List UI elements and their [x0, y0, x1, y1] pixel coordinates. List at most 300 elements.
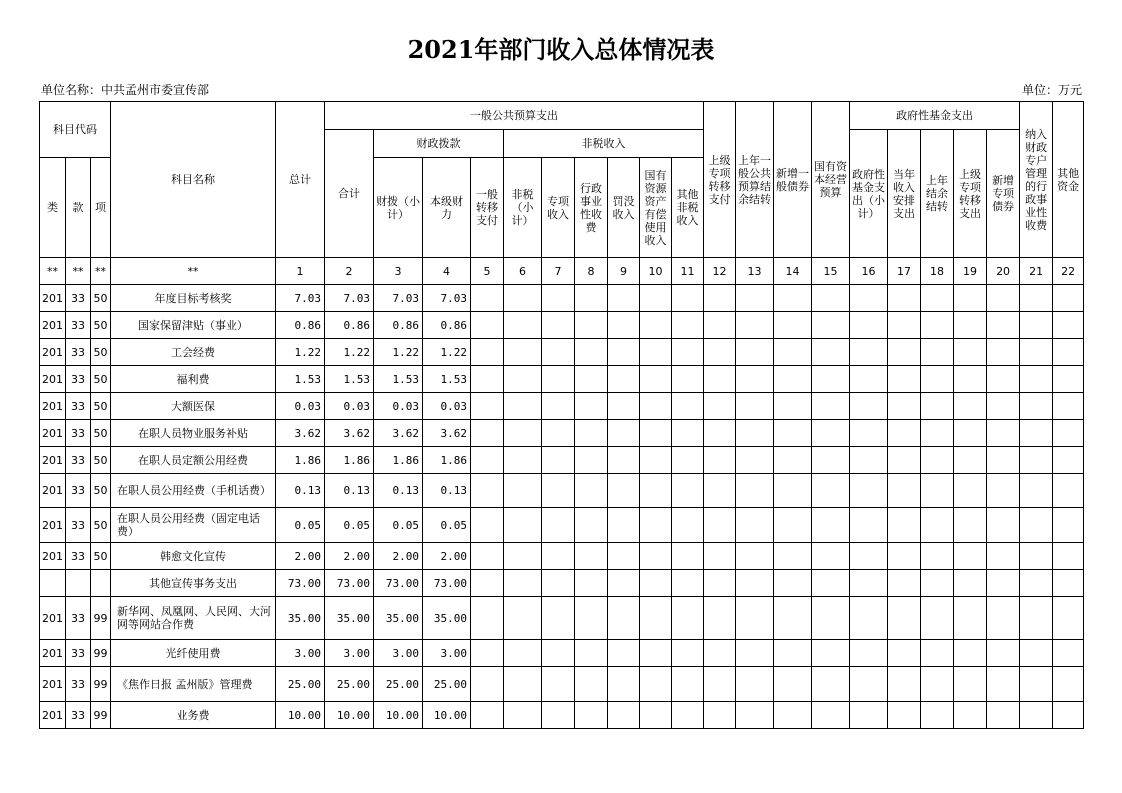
- empty-cell: [704, 312, 736, 339]
- empty-cell: [1020, 420, 1053, 447]
- empty-cell: [672, 667, 704, 702]
- cell-total: 73.00: [276, 570, 325, 597]
- empty-cell: [575, 570, 608, 597]
- index-cell: 20: [987, 258, 1020, 285]
- cell-xiang: 50: [91, 285, 111, 312]
- table-row: [40, 640, 1084, 667]
- empty-cell: [736, 366, 774, 393]
- empty-cell: [471, 312, 504, 339]
- empty-cell: [921, 543, 954, 570]
- empty-cell: [736, 508, 774, 543]
- empty-cell: [542, 447, 575, 474]
- empty-cell: [608, 339, 640, 366]
- header-xingzheng-shiye: 行政事业性收费: [575, 158, 608, 258]
- empty-cell: [954, 543, 987, 570]
- header-lei: 类: [40, 158, 66, 258]
- cell-subject-name: 韩愈文化宣传: [111, 543, 276, 570]
- cell-total: 3.00: [276, 640, 325, 667]
- cell-xiang: 99: [91, 597, 111, 640]
- cell-benji: 0.86: [423, 312, 471, 339]
- empty-cell: [954, 570, 987, 597]
- cell-subject-name: 在职人员公用经费（手机话费）: [111, 474, 276, 508]
- header-qita-zijin: 其他资金: [1053, 102, 1084, 258]
- empty-cell: [471, 640, 504, 667]
- empty-cell: [954, 508, 987, 543]
- cell-caibo: 1.53: [374, 366, 423, 393]
- empty-cell: [987, 474, 1020, 508]
- cell-caibo: 10.00: [374, 702, 423, 729]
- cell-kuan: 33: [66, 640, 91, 667]
- cell-heji: 0.05: [325, 508, 374, 543]
- index-cell: 16: [850, 258, 888, 285]
- cell-subject-name: 福利费: [111, 366, 276, 393]
- empty-cell: [704, 420, 736, 447]
- empty-cell: [850, 640, 888, 667]
- empty-cell: [575, 312, 608, 339]
- empty-cell: [812, 570, 850, 597]
- empty-cell: [672, 508, 704, 543]
- empty-cell: [504, 597, 542, 640]
- empty-cell: [504, 543, 542, 570]
- empty-cell: [987, 447, 1020, 474]
- empty-cell: [542, 597, 575, 640]
- cell-heji: 0.86: [325, 312, 374, 339]
- cell-benji: 0.05: [423, 508, 471, 543]
- empty-cell: [471, 570, 504, 597]
- empty-cell: [608, 312, 640, 339]
- empty-cell: [954, 366, 987, 393]
- empty-cell: [471, 667, 504, 702]
- cell-total: 35.00: [276, 597, 325, 640]
- cell-lei: 201: [40, 543, 66, 570]
- empty-cell: [850, 667, 888, 702]
- cell-subject-name: 在职人员公用经费（固定电话费）: [111, 508, 276, 543]
- cell-subject-name: 在职人员物业服务补贴: [111, 420, 276, 447]
- cell-xiang: 50: [91, 447, 111, 474]
- empty-cell: [542, 393, 575, 420]
- index-cell: 5: [471, 258, 504, 285]
- empty-cell: [542, 543, 575, 570]
- cell-kuan: 33: [66, 447, 91, 474]
- empty-cell: [774, 339, 812, 366]
- cell-total: 1.22: [276, 339, 325, 366]
- empty-cell: [850, 597, 888, 640]
- cell-kuan: 33: [66, 667, 91, 702]
- cell-kuan: 33: [66, 312, 91, 339]
- header-zhengfu-jijin-xiaoji: 政府性基金支出（小计）: [850, 130, 888, 258]
- empty-cell: [1053, 570, 1084, 597]
- cell-heji: 1.86: [325, 447, 374, 474]
- empty-cell: [1020, 366, 1053, 393]
- empty-cell: [575, 508, 608, 543]
- cell-xiang: 99: [91, 702, 111, 729]
- empty-cell: [954, 312, 987, 339]
- empty-cell: [608, 474, 640, 508]
- empty-cell: [471, 339, 504, 366]
- empty-cell: [608, 508, 640, 543]
- empty-cell: [608, 366, 640, 393]
- cell-benji: 3.00: [423, 640, 471, 667]
- empty-cell: [774, 393, 812, 420]
- header-subject-name: 科目名称: [111, 102, 276, 258]
- cell-heji: 10.00: [325, 702, 374, 729]
- empty-cell: [774, 420, 812, 447]
- empty-cell: [954, 667, 987, 702]
- header-xinzeng-zhuanxiang: 新增专项债券: [987, 130, 1020, 258]
- cell-lei: 201: [40, 420, 66, 447]
- empty-cell: [736, 420, 774, 447]
- empty-cell: [704, 339, 736, 366]
- cell-heji: 73.00: [325, 570, 374, 597]
- index-cell: 18: [921, 258, 954, 285]
- empty-cell: [672, 366, 704, 393]
- cell-lei: 201: [40, 393, 66, 420]
- empty-cell: [1020, 543, 1053, 570]
- empty-cell: [672, 420, 704, 447]
- empty-cell: [888, 702, 921, 729]
- empty-cell: [672, 474, 704, 508]
- index-cell: **: [91, 258, 111, 285]
- cell-heji: 0.03: [325, 393, 374, 420]
- cell-benji: 2.00: [423, 543, 471, 570]
- empty-cell: [575, 420, 608, 447]
- cell-caibo: 3.62: [374, 420, 423, 447]
- empty-cell: [640, 570, 672, 597]
- empty-cell: [921, 420, 954, 447]
- empty-cell: [608, 393, 640, 420]
- empty-cell: [1020, 285, 1053, 312]
- empty-cell: [921, 702, 954, 729]
- empty-cell: [672, 702, 704, 729]
- header-qita-feishui: 其他非税收入: [672, 158, 704, 258]
- empty-cell: [504, 640, 542, 667]
- index-cell: 7: [542, 258, 575, 285]
- cell-xiang: 99: [91, 667, 111, 702]
- cell-kuan: 33: [66, 366, 91, 393]
- cell-total: 25.00: [276, 667, 325, 702]
- empty-cell: [640, 640, 672, 667]
- cell-xiang: 50: [91, 420, 111, 447]
- empty-cell: [888, 640, 921, 667]
- empty-cell: [704, 543, 736, 570]
- empty-cell: [504, 474, 542, 508]
- header-subject-code: 科目代码: [40, 102, 111, 158]
- cell-benji: 25.00: [423, 667, 471, 702]
- empty-cell: [736, 339, 774, 366]
- empty-cell: [888, 474, 921, 508]
- cell-benji: 1.22: [423, 339, 471, 366]
- empty-cell: [640, 597, 672, 640]
- empty-cell: [640, 312, 672, 339]
- cell-total: 3.62: [276, 420, 325, 447]
- empty-cell: [504, 570, 542, 597]
- empty-cell: [812, 312, 850, 339]
- cell-total: 0.03: [276, 393, 325, 420]
- empty-cell: [504, 285, 542, 312]
- empty-cell: [640, 474, 672, 508]
- empty-cell: [608, 570, 640, 597]
- empty-cell: [608, 597, 640, 640]
- cell-total: 1.53: [276, 366, 325, 393]
- header-caibo-xiaoji: 财拨（小计）: [374, 158, 423, 258]
- empty-cell: [1020, 667, 1053, 702]
- cell-caibo: 73.00: [374, 570, 423, 597]
- empty-cell: [1053, 393, 1084, 420]
- empty-cell: [504, 508, 542, 543]
- empty-cell: [1053, 366, 1084, 393]
- cell-total: 10.00: [276, 702, 325, 729]
- cell-caibo: 0.86: [374, 312, 423, 339]
- empty-cell: [812, 447, 850, 474]
- empty-cell: [575, 597, 608, 640]
- empty-cell: [987, 339, 1020, 366]
- empty-cell: [471, 543, 504, 570]
- empty-cell: [812, 285, 850, 312]
- empty-cell: [542, 570, 575, 597]
- empty-cell: [888, 312, 921, 339]
- cell-kuan: 33: [66, 702, 91, 729]
- empty-cell: [640, 667, 672, 702]
- cell-xiang: 50: [91, 474, 111, 508]
- header-fiscal-allocation: 财政拨款: [374, 130, 504, 158]
- header-yiban-zhuanyi: 一般转移支付: [471, 158, 504, 258]
- empty-cell: [504, 366, 542, 393]
- cell-kuan: 33: [66, 420, 91, 447]
- empty-cell: [471, 597, 504, 640]
- cell-lei: 201: [40, 312, 66, 339]
- empty-cell: [888, 667, 921, 702]
- cell-lei: 201: [40, 702, 66, 729]
- empty-cell: [542, 420, 575, 447]
- empty-cell: [542, 285, 575, 312]
- cell-xiang: [91, 570, 111, 597]
- index-cell: 12: [704, 258, 736, 285]
- empty-cell: [921, 640, 954, 667]
- cell-heji: 0.13: [325, 474, 374, 508]
- cell-subject-name: 大额医保: [111, 393, 276, 420]
- empty-cell: [575, 447, 608, 474]
- header-dangnian-shouru: 当年收入安排支出: [888, 130, 921, 258]
- cell-heji: 7.03: [325, 285, 374, 312]
- empty-cell: [812, 597, 850, 640]
- empty-cell: [987, 640, 1020, 667]
- table-row: [40, 339, 1084, 366]
- empty-cell: [954, 447, 987, 474]
- empty-cell: [1053, 339, 1084, 366]
- empty-cell: [812, 420, 850, 447]
- empty-cell: [575, 474, 608, 508]
- header-gov-fund: 政府性基金支出: [850, 102, 1020, 130]
- empty-cell: [704, 474, 736, 508]
- cell-xiang: 50: [91, 543, 111, 570]
- empty-cell: [921, 339, 954, 366]
- index-cell: 4: [423, 258, 471, 285]
- empty-cell: [640, 508, 672, 543]
- cell-kuan: 33: [66, 543, 91, 570]
- empty-cell: [850, 366, 888, 393]
- cell-subject-name: 新华网、凤凰网、人民网、大河网等网站合作费: [111, 597, 276, 640]
- cell-caibo: 0.13: [374, 474, 423, 508]
- empty-cell: [774, 474, 812, 508]
- empty-cell: [921, 570, 954, 597]
- empty-cell: [704, 447, 736, 474]
- empty-cell: [888, 339, 921, 366]
- cell-caibo: 7.03: [374, 285, 423, 312]
- empty-cell: [672, 312, 704, 339]
- empty-cell: [672, 570, 704, 597]
- cell-benji: 73.00: [423, 570, 471, 597]
- empty-cell: [774, 312, 812, 339]
- empty-cell: [921, 366, 954, 393]
- empty-cell: [542, 508, 575, 543]
- empty-cell: [850, 474, 888, 508]
- empty-cell: [1020, 393, 1053, 420]
- cell-caibo: 1.86: [374, 447, 423, 474]
- header-zhuanxiang-shouru: 专项收入: [542, 158, 575, 258]
- cell-benji: 10.00: [423, 702, 471, 729]
- empty-cell: [774, 366, 812, 393]
- empty-cell: [640, 285, 672, 312]
- empty-cell: [736, 312, 774, 339]
- cell-total: 7.03: [276, 285, 325, 312]
- cell-lei: 201: [40, 366, 66, 393]
- empty-cell: [640, 702, 672, 729]
- index-cell: 13: [736, 258, 774, 285]
- empty-cell: [987, 285, 1020, 312]
- empty-cell: [736, 640, 774, 667]
- table-row: [40, 285, 1084, 312]
- table-row: [40, 393, 1084, 420]
- empty-cell: [921, 597, 954, 640]
- empty-cell: [921, 285, 954, 312]
- empty-cell: [542, 474, 575, 508]
- cell-xiang: 50: [91, 339, 111, 366]
- empty-cell: [672, 597, 704, 640]
- empty-cell: [774, 543, 812, 570]
- empty-cell: [736, 393, 774, 420]
- empty-cell: [504, 702, 542, 729]
- table-row: [40, 508, 1084, 543]
- cell-benji: 0.03: [423, 393, 471, 420]
- empty-cell: [704, 508, 736, 543]
- empty-cell: [954, 285, 987, 312]
- empty-cell: [504, 312, 542, 339]
- index-cell: 2: [325, 258, 374, 285]
- empty-cell: [640, 447, 672, 474]
- empty-cell: [987, 667, 1020, 702]
- empty-cell: [1053, 312, 1084, 339]
- empty-cell: [850, 543, 888, 570]
- cell-benji: 1.86: [423, 447, 471, 474]
- empty-cell: [774, 447, 812, 474]
- empty-cell: [921, 393, 954, 420]
- table-row: [40, 474, 1084, 508]
- empty-cell: [640, 543, 672, 570]
- empty-cell: [575, 339, 608, 366]
- cell-total: 0.86: [276, 312, 325, 339]
- table-row: [40, 420, 1084, 447]
- cell-benji: 35.00: [423, 597, 471, 640]
- empty-cell: [921, 474, 954, 508]
- empty-cell: [987, 393, 1020, 420]
- cell-subject-name: 业务费: [111, 702, 276, 729]
- empty-cell: [1053, 285, 1084, 312]
- empty-cell: [608, 447, 640, 474]
- empty-cell: [504, 447, 542, 474]
- empty-cell: [471, 508, 504, 543]
- header-guoyou-ziyuan: 国有资源资产有偿使用收入: [640, 158, 672, 258]
- empty-cell: [850, 339, 888, 366]
- header-shangji-zhuanxiang: 上级专项转移支付: [704, 102, 736, 258]
- empty-cell: [640, 366, 672, 393]
- cell-subject-name: 《焦作日报 孟州版》管理费: [111, 667, 276, 702]
- empty-cell: [608, 285, 640, 312]
- empty-cell: [542, 339, 575, 366]
- empty-cell: [888, 543, 921, 570]
- index-cell: 19: [954, 258, 987, 285]
- empty-cell: [1020, 570, 1053, 597]
- header-shangnian-jieyu: 上年结余结转: [921, 130, 954, 258]
- empty-cell: [774, 285, 812, 312]
- empty-cell: [736, 702, 774, 729]
- index-cell: 21: [1020, 258, 1053, 285]
- empty-cell: [850, 447, 888, 474]
- index-cell: 11: [672, 258, 704, 285]
- empty-cell: [542, 702, 575, 729]
- cell-benji: 3.62: [423, 420, 471, 447]
- header-total: 总计: [276, 102, 325, 258]
- cell-kuan: 33: [66, 285, 91, 312]
- header-guoyou-ziben: 国有资本经营预算: [812, 102, 850, 258]
- index-cell: 10: [640, 258, 672, 285]
- empty-cell: [471, 447, 504, 474]
- cell-caibo: 35.00: [374, 597, 423, 640]
- empty-cell: [672, 447, 704, 474]
- empty-cell: [1020, 508, 1053, 543]
- empty-cell: [987, 312, 1020, 339]
- table-row: [40, 447, 1084, 474]
- index-cell: **: [111, 258, 276, 285]
- empty-cell: [954, 474, 987, 508]
- empty-cell: [471, 420, 504, 447]
- empty-cell: [1053, 702, 1084, 729]
- cell-subject-name: 在职人员定额公用经费: [111, 447, 276, 474]
- empty-cell: [640, 339, 672, 366]
- empty-cell: [736, 543, 774, 570]
- header-xinzeng-yiban: 新增一般债券: [774, 102, 812, 258]
- cell-subject-name: 其他宣传事务支出: [111, 570, 276, 597]
- empty-cell: [736, 447, 774, 474]
- empty-cell: [954, 702, 987, 729]
- empty-cell: [921, 667, 954, 702]
- empty-cell: [1053, 640, 1084, 667]
- header-benji-caili: 本级财力: [423, 158, 471, 258]
- cell-lei: 201: [40, 597, 66, 640]
- empty-cell: [1020, 312, 1053, 339]
- empty-cell: [704, 285, 736, 312]
- cell-xiang: 99: [91, 640, 111, 667]
- cell-kuan: 33: [66, 597, 91, 640]
- empty-cell: [888, 597, 921, 640]
- empty-cell: [987, 508, 1020, 543]
- cell-caibo: 0.03: [374, 393, 423, 420]
- empty-cell: [704, 640, 736, 667]
- empty-cell: [640, 420, 672, 447]
- empty-cell: [987, 543, 1020, 570]
- empty-cell: [704, 702, 736, 729]
- empty-cell: [575, 393, 608, 420]
- empty-cell: [850, 508, 888, 543]
